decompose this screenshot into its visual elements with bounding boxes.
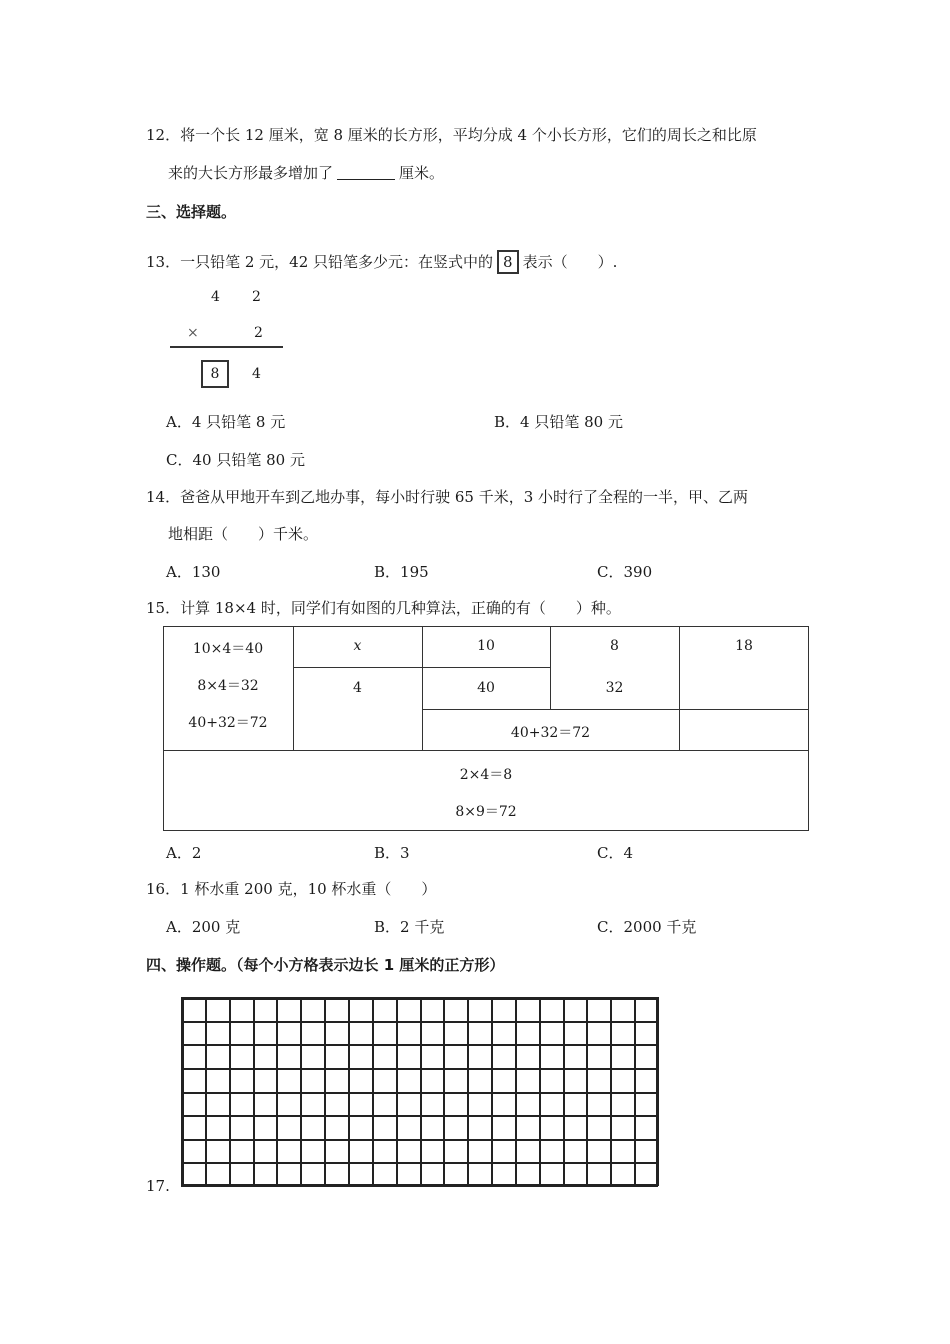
grid-horizontal-line	[181, 1184, 658, 1187]
q12-line2-pre: 来的大长方形最多增加了	[168, 164, 334, 182]
m2-product-40: 40	[477, 680, 495, 696]
q12-answer-blank[interactable]	[337, 165, 395, 180]
section4-title: 四、操作题。（每个小方格表示边长 1 厘米的正方形）	[146, 956, 505, 974]
m4-line1: 2×4＝8	[459, 767, 513, 783]
q14-line1: 14．爸爸从甲地开车到乙地办事，每小时行驶 65 千米，3 小时行了全程的一半，甲、乙两	[146, 488, 749, 506]
q15-option-b[interactable]: B．3	[374, 844, 410, 862]
q12-line2	[168, 162, 444, 183]
q12-line1: 12．将一个长 12 厘米，宽 8 厘米的长方形，平均分成 4 个小长方形，它们的周长之和比原	[146, 126, 757, 144]
m2-times-x: x	[353, 638, 362, 654]
calc-rule	[170, 346, 283, 348]
q13-option-c[interactable]: C．40 只铅笔 80 元	[166, 451, 305, 469]
m1-line3: 40+32＝72	[188, 715, 268, 731]
m2-col-10: 10	[477, 638, 495, 654]
calc-top-tens: 4	[211, 289, 220, 305]
q13-text-pre: 13．一只铅笔 2 元，42 只铅笔多少元：在竖式中的	[146, 253, 494, 271]
m2-col-8: 8	[610, 638, 619, 654]
grid-horizontal-line	[181, 1139, 658, 1141]
square-grid[interactable]	[181, 997, 658, 1186]
q17-label: 17.	[146, 1177, 170, 1195]
q13-text-post: 表示（ ）.	[522, 253, 618, 271]
grid-horizontal-line	[181, 997, 658, 1000]
grid-horizontal-line	[181, 1092, 658, 1094]
grid-horizontal-line	[181, 1068, 658, 1070]
q13-boxed-digit: 8	[497, 250, 519, 274]
grid-horizontal-line	[181, 1162, 658, 1164]
grid-horizontal-line	[181, 1115, 658, 1117]
q14-line2: 地相距（ ）千米。	[168, 525, 319, 543]
q15-methods-table	[163, 626, 809, 831]
q12-line2-post: 厘米。	[399, 164, 445, 182]
m1-line1: 10×4＝40	[192, 641, 264, 657]
m2-product-32: 32	[605, 680, 624, 696]
calc-result-ones: 4	[252, 366, 261, 382]
grid-horizontal-line	[181, 1044, 658, 1046]
m1-line2: 8×4＝32	[197, 678, 259, 694]
calc-multiplier: 2	[254, 325, 263, 341]
q15-option-a[interactable]: A．2	[166, 844, 202, 862]
calc-result-tens-boxed: 8	[201, 360, 229, 388]
q14-option-a[interactable]: A．130	[166, 563, 221, 581]
q15-option-c[interactable]: C．4	[597, 844, 634, 862]
calc-top-ones: 2	[252, 289, 261, 305]
m2-row-4: 4	[353, 680, 362, 696]
grid-horizontal-line	[181, 1021, 658, 1023]
q16-option-c[interactable]: C．2000 千克	[597, 918, 697, 936]
q13-text	[146, 250, 617, 274]
m4-line2: 8×9＝72	[455, 804, 517, 820]
q13-option-a[interactable]: A．4 只铅笔 8 元	[166, 413, 286, 431]
m3-value: 18	[735, 638, 753, 654]
calc-times-sign: ×	[187, 325, 199, 341]
q16-option-b[interactable]: B．2 千克	[374, 918, 445, 936]
q14-option-b[interactable]: B．195	[374, 563, 429, 581]
q15-text: 15．计算 18×4 时，同学们有如图的几种算法，正确的有（ ）种。	[146, 599, 621, 617]
q16-option-a[interactable]: A．200 克	[166, 918, 241, 936]
q16-text: 16．1 杯水重 200 克，10 杯水重（ ）	[146, 880, 437, 898]
q13-option-b[interactable]: B．4 只铅笔 80 元	[494, 413, 623, 431]
q14-option-c[interactable]: C．390	[597, 563, 653, 581]
m2-sum: 40+32＝72	[510, 725, 591, 741]
section3-title: 三、选择题。	[146, 203, 237, 221]
